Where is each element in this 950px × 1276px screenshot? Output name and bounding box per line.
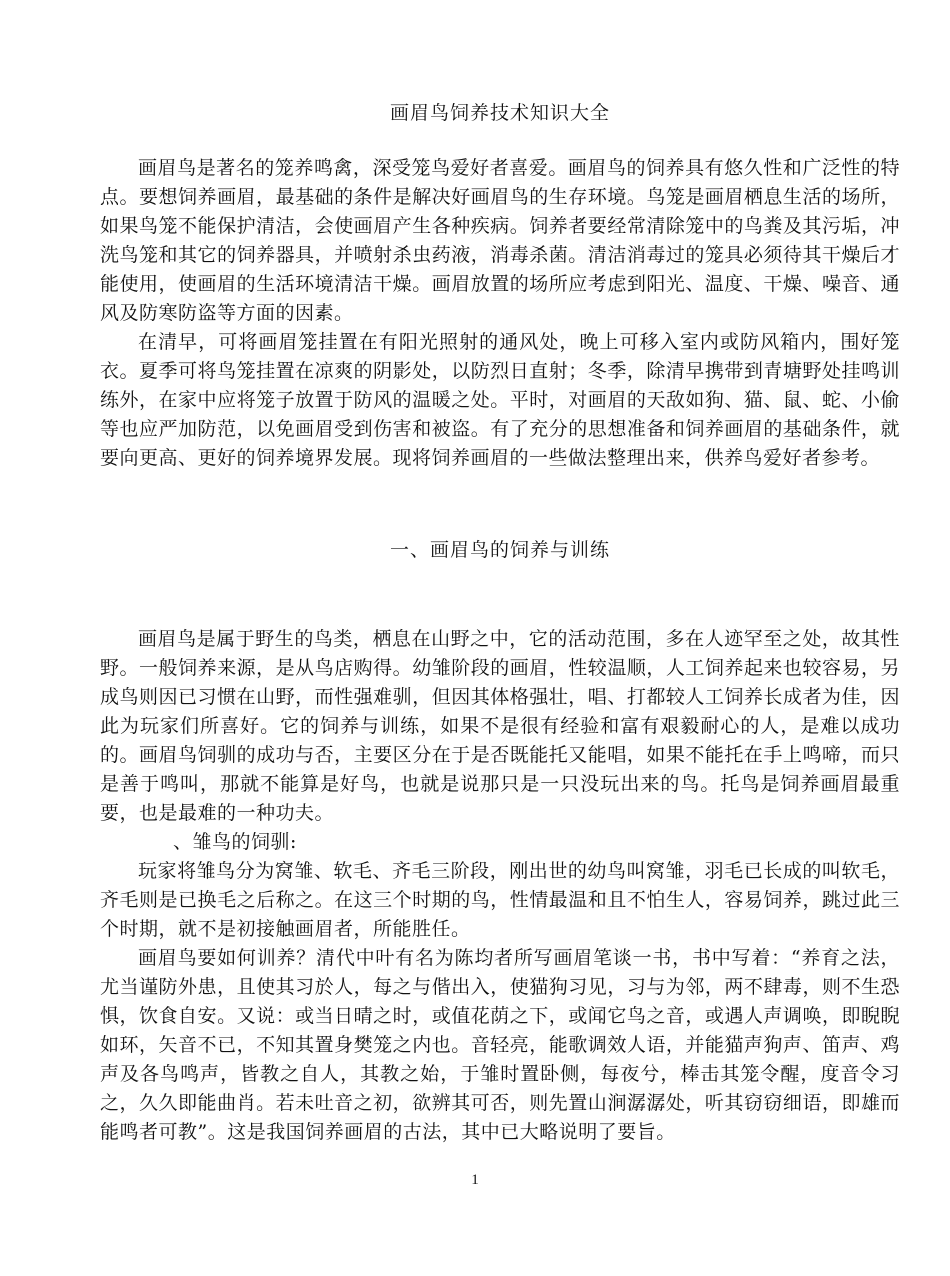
section-paragraph: 画眉鸟要如何训养？清代中叶有名为陈均者所写画眉笔谈一书，书中写着：“养育之法，尤当谨防外患，且使其习於人，每之与偕出入，使猫狗习见，习与为邻，两不肆毒，则不生恐惧，饮食自安。又说：或当日晴之时，或值花荫之下，或闻它鸟之音，或遇人声调唤，即睨睨如环，矢音不已，不知其置身樊笼之内也。音轻亮，能歌调效人语，并能猫声狗声、笛声、鸡声及各鸟鸣声，皆教之自人，其教之始，于雏时置卧侧，每夜兮，棒击其笼令醒，度音令习之，久久即能曲肖。若未吐音之初，欲辨其可否，则先置山涧潺潺处，听其窃窃细语，即雄而能鸣者可教”。这是我国饲养画眉的古法，其中已大略说明了要旨。 [100,947,900,1143]
intro-paragraph: 画眉鸟是著名的笼养鸣禽，深受笼鸟爱好者喜爱。画眉鸟的饲养具有悠久性和广泛性的特点。要想饲养画眉，最基础的条件是解决好画眉鸟的生存环境。鸟笼是画眉栖息生活的场所，如果鸟笼不能保护清洁，会使画眉产生各种疾病。饲养者要经常清除笼中的鸟粪及其污垢，冲洗鸟笼和其它的饲养器具，并喷射杀虫药液，消毒杀菌。清洁消毒过的笼具必须待其干燥后才能使用，使画眉的生活环境清洁干燥。画眉放置的场所应考虑到阳光、温度、干燥、噪音、通风及防寒防盗等方面的因素。 [100,157,900,324]
section-paragraph: 画眉鸟是属于野生的鸟类，栖息在山野之中，它的活动范围，多在人迹罕至之处，故其性野。一般饲养来源，是从鸟店购得。幼雏阶段的画眉，性较温顺，人工饲养起来也较容易，另成鸟则因已习惯在山野，而性强难驯，但因其体格强壮，唱、打都较人工饲养长成者为佳，因此为玩家们所喜好。它的饲养与训练，如果不是很有经验和富有艰毅耐心的人，是难以成功的。画眉鸟饲驯的成功与否，主要区分在于是否既能托又能唱，如果不能托在手上鸣啼，而只是善于鸣叫，那就不能算是好鸟，也就是说那只是一只没玩出来的鸟。托鸟是饲养画眉最重要，也是最难的一种功夫。 [100,628,900,824]
intro-paragraph: 在清早，可将画眉笼挂置在有阳光照射的通风处，晚上可移入室内或防风箱内，围好笼衣。夏季可将鸟笼挂置在凉爽的阴影处，以防烈日直射；冬季，除清早携带到青塘野处挂鸣训练外，在家中应将笼子放置于防风的温暖之处。平时，对画眉的天敌如狗、猫、鼠、蛇、小偷等也应严加防范，以免画眉受到伤害和被盗。有了充分的思想准备和饲养画眉的基础条件，就要向更高、更好的饲养境界发展。现将饲养画眉的一些做法整理出来，供养鸟爱好者参考。 [100,331,900,469]
page-content [100,98,900,1147]
page-number: 1 [471,1172,479,1188]
document-title: 画眉鸟饲养技术知识大全 [389,102,610,124]
section-title: 一、画眉鸟的饲养与训练 [389,539,610,561]
subheading: 、雏鸟的饲驯: [173,831,297,853]
section-paragraph: 玩家将雏鸟分为窝雏、软毛、齐毛三阶段，刚出世的幼鸟叫窝雏，羽毛已长成的叫软毛，齐毛则是已换毛之后称之。在这三个时期的鸟，性情最温和且不怕生人，容易饲养，跳过此三个时期，就不是初接触画眉者，所能胜任。 [100,860,900,940]
